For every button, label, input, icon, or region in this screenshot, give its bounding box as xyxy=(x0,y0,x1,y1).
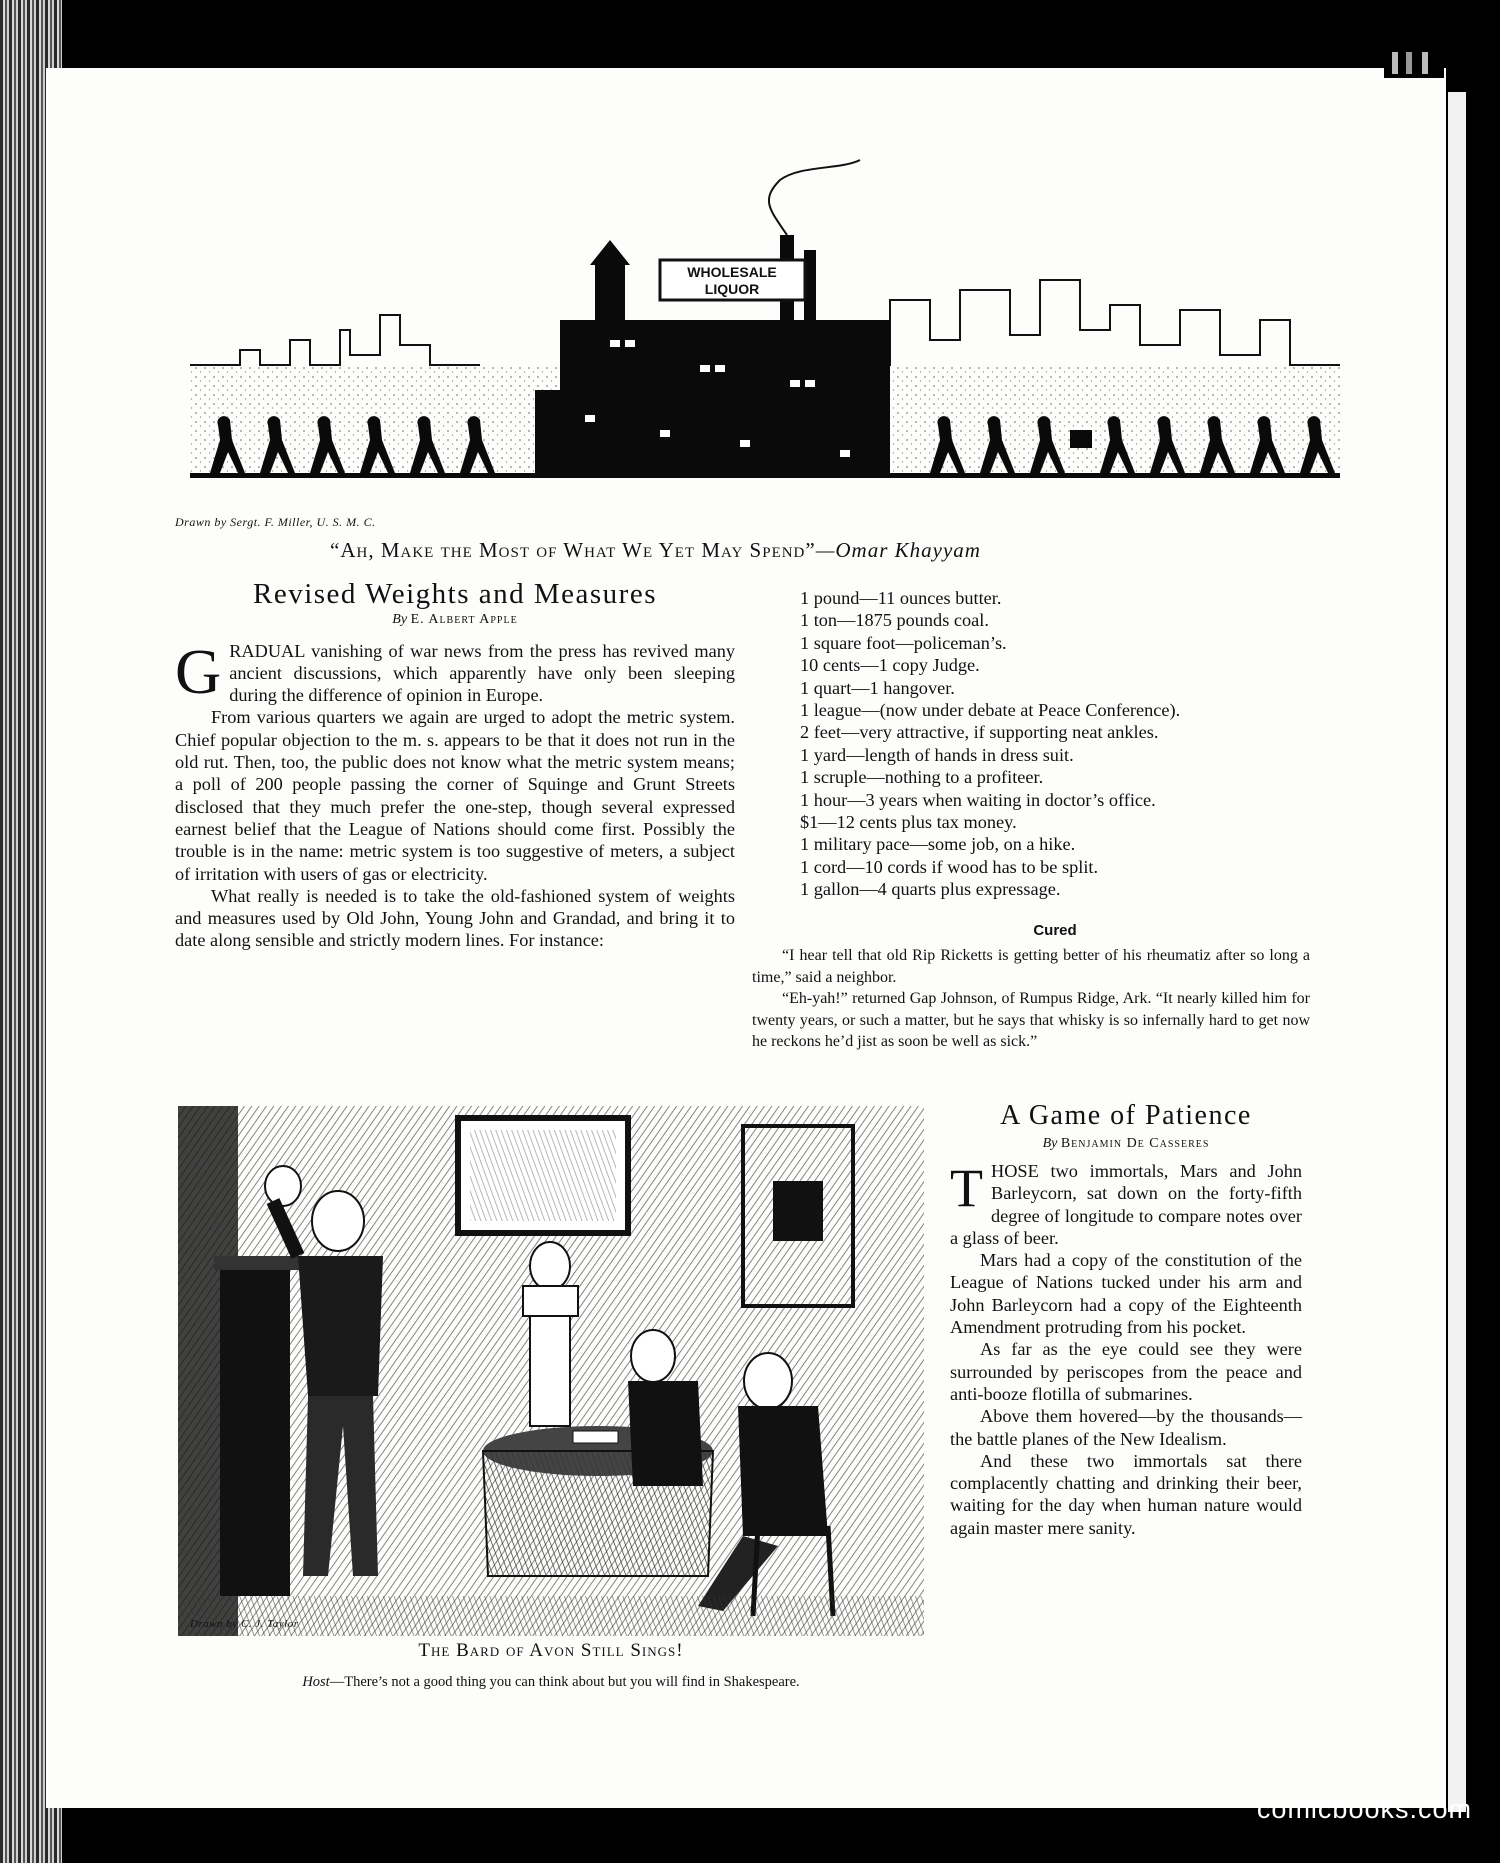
measure-list-item: 1 hour—3 years when waiting in doctor’s office. xyxy=(800,789,1156,810)
article-paragraph: Above them hovered—by the thousands—the battle planes of the New Idealism. xyxy=(950,1406,1302,1449)
drop-cap: G xyxy=(175,635,222,707)
measure-list-item: 1 scruple—nothing to a profiteer. xyxy=(800,767,1044,788)
drop-cap: T xyxy=(950,1158,983,1218)
site-watermark: comicbooks.com xyxy=(1256,1794,1472,1824)
measure-list-item: 1 military pace—some job, on a hike. xyxy=(800,834,1076,855)
measure-list-item: 1 gallon—4 quarts plus expressage. xyxy=(800,879,1061,900)
measure-list-item: $1—12 cents plus tax money. xyxy=(800,812,1017,833)
cured-paragraph: “I hear tell that old Rip Ricketts is getting better of his rheumatiz after so long a time,” said a neighbor. xyxy=(752,947,1310,986)
byline-author: Benjamin De Casseres xyxy=(1060,1136,1210,1151)
cartoon-title: The Bard of Avon Still Sings! xyxy=(418,1640,684,1661)
article-paragraph: From various quarters we again are urged to adopt the metric system. Chief popular objection to the m. s. appears to be that it does not run in the old rut. Then, too, the public does not know what the metric system means; a poll of 200 people passing the corner of Squinge and Grunt Streets disclosed that they much prefer the one-step, though several expressed earnest belief that the League of Nations should come first. Possibly the trouble is in the name: metric system is too suggestive of meters, a subject of irritation with users of gas or electricity. xyxy=(175,707,735,884)
svg-text:LIQUOR: LIQUOR xyxy=(704,281,760,297)
cured-story xyxy=(752,945,1310,1053)
article-title: A Game of Patience xyxy=(1000,1100,1252,1131)
paragraph-text: HOSE two immortals, Mars and John Barleycorn, sat down on the forty-fifth degree of longitude to compare notes over a glass of beer. xyxy=(950,1161,1302,1248)
cartoon-credit: Drawn by C. J. Taylor xyxy=(190,1618,299,1630)
cartoon-illustration-bard xyxy=(178,1106,924,1636)
measure-list-item: 10 cents—1 copy Judge. xyxy=(800,655,980,676)
cured-paragraph: “Eh-yah!” returned Gap Johnson, of Rumpus Ridge, Ark. “It nearly killed him for twenty years, or such a matter, but he says that whisky is so infernally hard to get now he reckons he’d jist as soon be well as sick.” xyxy=(752,990,1310,1050)
article-paragraph: Mars had a copy of the constitution of the League of Nations tucked under his arm and John Barleycorn had a copy of the Eighteenth Amendment protruding from his pocket. xyxy=(950,1250,1302,1338)
article-paragraph: As far as the eye could see they were surrounded by periscopes from the peace and anti-booze flotilla of submarines. xyxy=(950,1339,1302,1404)
article-byline xyxy=(950,1136,1302,1152)
measure-list-item: 1 square foot—policeman’s. xyxy=(800,632,1007,653)
measure-list-item: 1 league—(now under debate at Peace Conference). xyxy=(800,700,1181,721)
header-illustration-credit: Drawn by Sergt. F. Miller, U. S. M. C. xyxy=(175,515,376,529)
measure-list-item: 1 quart—1 hangover. xyxy=(800,677,955,698)
next-page-edge xyxy=(1448,92,1466,1812)
cured-title: Cured xyxy=(1033,922,1077,939)
byline-author: E. Albert Apple xyxy=(410,612,518,628)
header-quote xyxy=(330,538,1230,563)
byline-prefix: By xyxy=(1042,1136,1058,1151)
article-paragraph: And these two immortals sat there complacently chatting and drinking their beer, waiting for the day when human nature would again master mere sanity. xyxy=(950,1450,1302,1538)
measure-list-item: 1 cord—10 cords if wood has to be split. xyxy=(800,856,1099,877)
caption-speaker: Host xyxy=(302,1674,330,1690)
measure-list-item: 1 pound—11 ounces butter. xyxy=(800,588,1002,608)
caption-text: —There’s not a good thing you can think about but you will find in Shakespeare. xyxy=(329,1674,800,1690)
measure-list-item: 1 ton—1875 pounds coal. xyxy=(800,610,989,631)
article-paragraph: What really is needed is to take the old-fashioned system of weights and measures used by Old John, Young John and Grandad, and bring it to date along sensible and strictly modern lines. For instance: xyxy=(175,885,735,951)
quote-attribution: —Omar Khayyam xyxy=(815,538,981,562)
article-byline xyxy=(175,609,735,631)
article-title: Revised Weights and Measures xyxy=(253,578,657,610)
cartoon-caption xyxy=(180,1674,922,1691)
measure-list-item: 1 yard—length of hands in dress suit. xyxy=(800,744,1074,765)
measures-list xyxy=(800,587,1320,901)
header-illustration-skyline xyxy=(140,140,1350,505)
svg-text:WHOLESALE: WHOLESALE xyxy=(687,264,777,280)
byline-prefix: By xyxy=(392,612,408,628)
article-paragraph xyxy=(175,635,735,707)
quote-text: “Ah, Make the Most of What We Yet May Spend” xyxy=(330,538,816,562)
article-revised-weights xyxy=(175,578,735,952)
page-corner-marks xyxy=(1384,48,1444,78)
article-game-of-patience xyxy=(950,1100,1302,1539)
paragraph-text: RADUAL vanishing of war news from the press has revived many ancient discussions, which apparently have only been sleeping during the difference of opinion in Europe. xyxy=(229,640,735,706)
article-paragraph xyxy=(950,1160,1302,1249)
measure-list-item: 2 feet—very attractive, if supporting neat ankles. xyxy=(800,722,1159,743)
